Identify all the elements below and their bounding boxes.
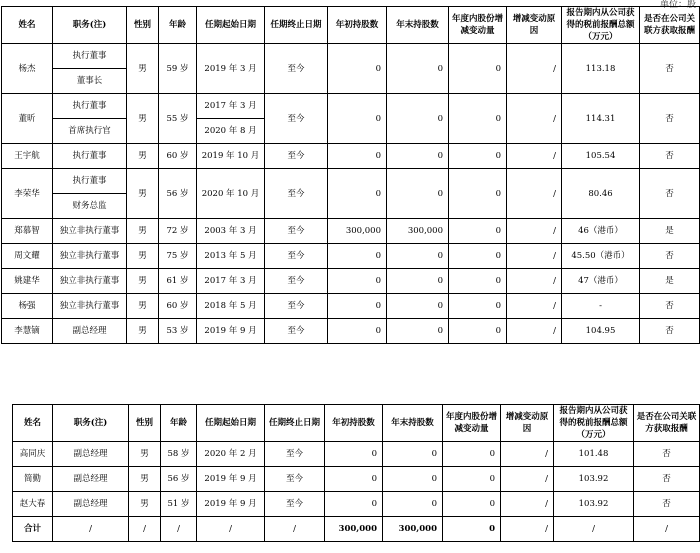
cell-title: 首席执行官 xyxy=(53,119,127,144)
cell-reason: / xyxy=(507,294,562,319)
cell-change: 0 xyxy=(449,319,507,344)
header-start: 任期起始日期 xyxy=(197,405,265,442)
cell-reason: / xyxy=(507,144,562,169)
header-change: 年度内股份增减变动量 xyxy=(449,7,507,44)
cell-name: 杨杰 xyxy=(2,44,53,94)
table-row xyxy=(2,44,700,69)
cell-related: 否 xyxy=(640,144,700,169)
cell-sex: 男 xyxy=(127,169,159,219)
table-row xyxy=(2,94,700,119)
table-row xyxy=(13,442,700,467)
cell-end-shares: 0 xyxy=(387,44,449,94)
cell-end-shares: 0 xyxy=(383,492,443,517)
cell-start: 2020 年 10 月 xyxy=(197,169,265,219)
cell-end-shares: 300,000 xyxy=(383,517,443,542)
cell-pay: 103.92 xyxy=(554,492,634,517)
cell-age: 53 岁 xyxy=(159,319,197,344)
cell-begin-shares: 0 xyxy=(328,294,387,319)
cell-begin-shares: 0 xyxy=(328,94,387,144)
cell-sex: 男 xyxy=(129,467,161,492)
cell-age: 58 岁 xyxy=(161,442,197,467)
header-end-shares: 年末持股数 xyxy=(387,7,449,44)
cell-change: 0 xyxy=(443,517,501,542)
cell-sex: 男 xyxy=(127,219,159,244)
cell-title: 独立非执行董事 xyxy=(53,219,127,244)
cell-total-label: 合计 xyxy=(13,517,53,542)
cell-name: 简勤 xyxy=(13,467,53,492)
cell-age: / xyxy=(161,517,197,542)
cell-reason: / xyxy=(507,319,562,344)
cell-sex: 男 xyxy=(129,442,161,467)
cell-start: 2018 年 5 月 xyxy=(197,294,265,319)
table-row xyxy=(13,492,700,517)
header-name: 姓名 xyxy=(13,405,53,442)
header-pay: 报告期内从公司获得的税前报酬总额（万元） xyxy=(554,405,634,442)
cell-begin-shares: 0 xyxy=(328,169,387,219)
cell-end-shares: 0 xyxy=(387,94,449,144)
table-row xyxy=(2,219,700,244)
header-related: 是否在公司关联方获取报酬 xyxy=(640,7,700,44)
cell-end: 至今 xyxy=(265,219,328,244)
cell-related: / xyxy=(634,517,700,542)
cell-title: / xyxy=(53,517,129,542)
cell-end-shares: 0 xyxy=(383,442,443,467)
header-row xyxy=(13,405,700,442)
cell-reason: / xyxy=(501,442,554,467)
cell-change: 0 xyxy=(449,244,507,269)
cell-change: 0 xyxy=(449,219,507,244)
cell-end: 至今 xyxy=(265,319,328,344)
cell-age: 60 岁 xyxy=(159,144,197,169)
cell-pay: - xyxy=(562,294,640,319)
cell-title: 执行董事 xyxy=(53,169,127,194)
cell-end: / xyxy=(265,517,325,542)
header-reason: 增减变动原因 xyxy=(507,7,562,44)
header-end: 任期终止日期 xyxy=(265,405,325,442)
cell-end: 至今 xyxy=(265,294,328,319)
cell-name: 李荣华 xyxy=(2,169,53,219)
cell-reason: / xyxy=(507,269,562,294)
cell-age: 61 岁 xyxy=(159,269,197,294)
cell-title: 副总经理 xyxy=(53,319,127,344)
unit-label: 单位：股 xyxy=(659,0,696,10)
cell-start: 2003 年 3 月 xyxy=(197,219,265,244)
cell-pay: 47（港币） xyxy=(562,269,640,294)
header-end: 任期终止日期 xyxy=(265,7,328,44)
cell-begin-shares: 0 xyxy=(325,492,383,517)
header-title: 职务(注) xyxy=(53,7,127,44)
cell-sex: 男 xyxy=(127,269,159,294)
cell-related: 否 xyxy=(640,44,700,94)
cell-title: 副总经理 xyxy=(53,442,129,467)
cell-related: 是 xyxy=(640,269,700,294)
cell-start: 2019 年 9 月 xyxy=(197,319,265,344)
cell-end: 至今 xyxy=(265,492,325,517)
cell-age: 51 岁 xyxy=(161,492,197,517)
header-related: 是否在公司关联方获取报酬 xyxy=(634,405,700,442)
cell-name: 王宇航 xyxy=(2,144,53,169)
cell-age: 75 岁 xyxy=(159,244,197,269)
cell-reason: / xyxy=(501,467,554,492)
cell-name: 周文耀 xyxy=(2,244,53,269)
cell-end: 至今 xyxy=(265,94,328,144)
total-row xyxy=(13,517,700,542)
cell-reason: / xyxy=(507,94,562,144)
cell-age: 56 岁 xyxy=(161,467,197,492)
cell-reason: / xyxy=(501,492,554,517)
cell-start: 2017 年 3 月 xyxy=(197,94,265,119)
cell-pay: 113.18 xyxy=(562,44,640,94)
cell-start: 2019 年 9 月 xyxy=(197,492,265,517)
cell-end: 至今 xyxy=(265,269,328,294)
cell-sex: 男 xyxy=(127,319,159,344)
cell-start: / xyxy=(197,517,265,542)
cell-name: 郑慕智 xyxy=(2,219,53,244)
cell-related: 否 xyxy=(640,294,700,319)
cell-name: 赵大春 xyxy=(13,492,53,517)
table-row xyxy=(2,319,700,344)
cell-reason: / xyxy=(507,244,562,269)
cell-age: 56 岁 xyxy=(159,169,197,219)
cell-end-shares: 0 xyxy=(387,169,449,219)
cell-related: 否 xyxy=(640,94,700,144)
cell-change: 0 xyxy=(449,269,507,294)
cell-pay: 104.95 xyxy=(562,319,640,344)
cell-reason: / xyxy=(507,169,562,219)
cell-name: 杨强 xyxy=(2,294,53,319)
cell-change: 0 xyxy=(449,94,507,144)
cell-end: 至今 xyxy=(265,244,328,269)
cell-end: 至今 xyxy=(265,44,328,94)
header-name: 姓名 xyxy=(2,7,53,44)
cell-end: 至今 xyxy=(265,169,328,219)
cell-change: 0 xyxy=(443,492,501,517)
cell-title: 董事长 xyxy=(53,69,127,94)
table-row xyxy=(2,269,700,294)
cell-related: 否 xyxy=(640,319,700,344)
table-row xyxy=(2,294,700,319)
cell-related: 否 xyxy=(640,169,700,219)
cell-title: 执行董事 xyxy=(53,94,127,119)
cell-begin-shares: 0 xyxy=(325,442,383,467)
cell-title: 独立非执行董事 xyxy=(53,269,127,294)
cell-begin-shares: 0 xyxy=(328,44,387,94)
header-start: 任期起始日期 xyxy=(197,7,265,44)
cell-age: 60 岁 xyxy=(159,294,197,319)
table-row xyxy=(2,244,700,269)
cell-start: 2019 年 10 月 xyxy=(197,144,265,169)
cell-end-shares: 0 xyxy=(387,269,449,294)
cell-name: 姚建华 xyxy=(2,269,53,294)
shareholding-table-2 xyxy=(12,404,700,542)
cell-age: 59 岁 xyxy=(159,44,197,94)
cell-change: 0 xyxy=(443,467,501,492)
header-sex: 性别 xyxy=(127,7,159,44)
cell-reason: / xyxy=(507,219,562,244)
cell-reason: / xyxy=(507,44,562,94)
cell-pay: 46（港币） xyxy=(562,219,640,244)
cell-pay: 45.50（港币） xyxy=(562,244,640,269)
cell-title: 独立非执行董事 xyxy=(53,294,127,319)
cell-begin-shares: 300,000 xyxy=(328,219,387,244)
cell-title: 财务总监 xyxy=(53,194,127,219)
cell-pay: 103.92 xyxy=(554,467,634,492)
cell-start: 2019 年 9 月 xyxy=(197,467,265,492)
cell-change: 0 xyxy=(449,144,507,169)
cell-end: 至今 xyxy=(265,144,328,169)
header-begin-shares: 年初持股数 xyxy=(325,405,383,442)
cell-begin-shares: 0 xyxy=(328,244,387,269)
cell-change: 0 xyxy=(449,44,507,94)
header-pay: 报告期内从公司获得的税前报酬总额（万元） xyxy=(562,7,640,44)
cell-title: 副总经理 xyxy=(53,492,129,517)
cell-sex: / xyxy=(129,517,161,542)
cell-begin-shares: 300,000 xyxy=(325,517,383,542)
cell-sex: 男 xyxy=(129,492,161,517)
cell-name: 李慧镝 xyxy=(2,319,53,344)
cell-sex: 男 xyxy=(127,94,159,144)
cell-start: 2020 年 2 月 xyxy=(197,442,265,467)
cell-pay: 80.46 xyxy=(562,169,640,219)
cell-related: 是 xyxy=(640,219,700,244)
cell-age: 55 岁 xyxy=(159,94,197,144)
cell-sex: 男 xyxy=(127,44,159,94)
cell-title: 副总经理 xyxy=(53,467,129,492)
header-begin-shares: 年初持股数 xyxy=(328,7,387,44)
cell-age: 72 岁 xyxy=(159,219,197,244)
header-sex: 性别 xyxy=(129,405,161,442)
cell-pay: / xyxy=(554,517,634,542)
cell-end: 至今 xyxy=(265,467,325,492)
table-row xyxy=(2,169,700,194)
header-row xyxy=(2,7,700,44)
cell-related: 否 xyxy=(634,442,700,467)
cell-sex: 男 xyxy=(127,294,159,319)
cell-begin-shares: 0 xyxy=(328,319,387,344)
cell-pay: 105.54 xyxy=(562,144,640,169)
cell-end-shares: 0 xyxy=(387,244,449,269)
cell-sex: 男 xyxy=(127,144,159,169)
cell-name: 高同庆 xyxy=(13,442,53,467)
cell-title: 执行董事 xyxy=(53,44,127,69)
header-reason: 增减变动原因 xyxy=(501,405,554,442)
cell-end-shares: 0 xyxy=(387,144,449,169)
cell-name: 董昕 xyxy=(2,94,53,144)
header-change: 年度内股份增减变动量 xyxy=(443,405,501,442)
cell-pay: 101.48 xyxy=(554,442,634,467)
cell-change: 0 xyxy=(449,169,507,219)
cell-title: 执行董事 xyxy=(53,144,127,169)
cell-end: 至今 xyxy=(265,442,325,467)
cell-related: 否 xyxy=(640,244,700,269)
cell-end-shares: 300,000 xyxy=(387,219,449,244)
cell-end-shares: 0 xyxy=(387,294,449,319)
cell-end-shares: 0 xyxy=(383,467,443,492)
shareholding-table-1 xyxy=(1,6,700,344)
cell-title: 独立非执行董事 xyxy=(53,244,127,269)
cell-begin-shares: 0 xyxy=(325,467,383,492)
cell-pay: 114.31 xyxy=(562,94,640,144)
cell-related: 否 xyxy=(634,467,700,492)
cell-start: 2013 年 5 月 xyxy=(197,244,265,269)
table-row xyxy=(2,144,700,169)
cell-begin-shares: 0 xyxy=(328,269,387,294)
cell-reason: / xyxy=(501,517,554,542)
cell-change: 0 xyxy=(449,294,507,319)
cell-sex: 男 xyxy=(127,244,159,269)
table-row xyxy=(13,467,700,492)
cell-related: 否 xyxy=(634,492,700,517)
header-title: 职务(注) xyxy=(53,405,129,442)
header-end-shares: 年末持股数 xyxy=(383,405,443,442)
cell-start: 2017 年 3 月 xyxy=(197,269,265,294)
cell-start: 2019 年 3 月 xyxy=(197,44,265,94)
cell-end-shares: 0 xyxy=(387,319,449,344)
cell-change: 0 xyxy=(443,442,501,467)
header-age: 年龄 xyxy=(159,7,197,44)
cell-begin-shares: 0 xyxy=(328,144,387,169)
cell-start: 2020 年 8 月 xyxy=(197,119,265,144)
header-age: 年龄 xyxy=(161,405,197,442)
